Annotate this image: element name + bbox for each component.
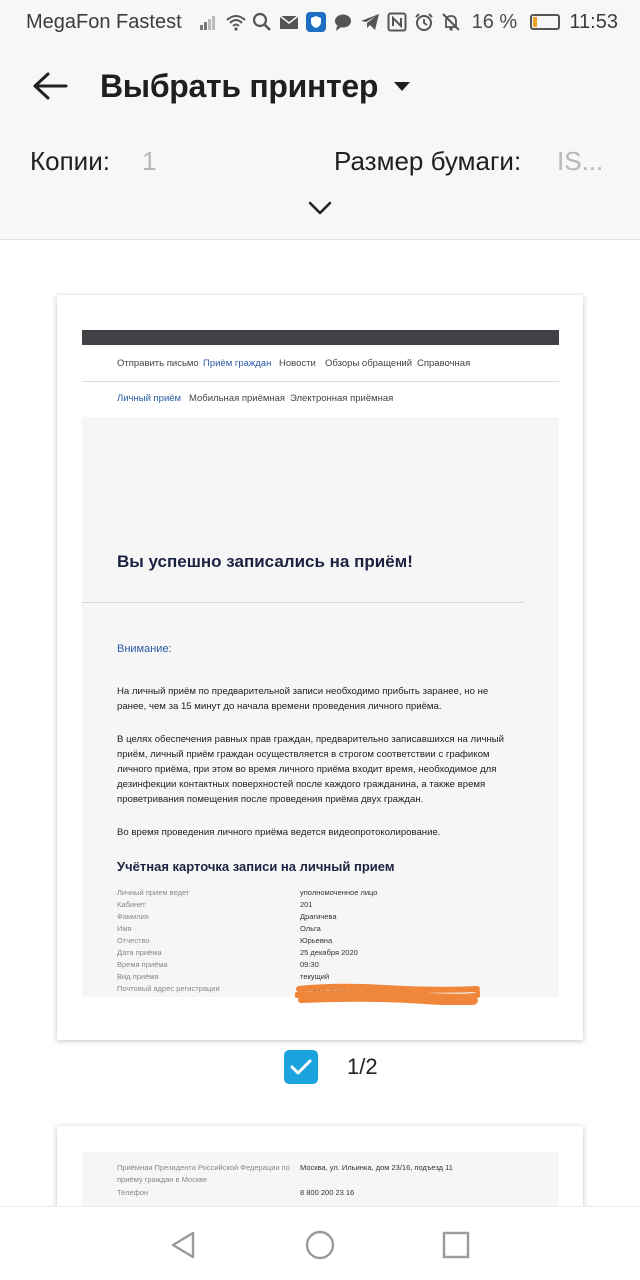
- paragraph: В целях обеспечения равных прав граждан, предварительно записавшихся на личный приём, личный приём граждан осуществляется в строгом соответствии с графиком личного приёма, при этом во время личного приёма входит время, необходимое для дезинфекции контактных поверхностей после каждого гражданина, а также время проветривания помещения после проведения приёма двух граждан.: [117, 734, 505, 805]
- site-nav: [82, 355, 559, 382]
- carrier-name: MegaFon Fastest: [26, 10, 182, 33]
- preview-page-1[interactable]: [57, 295, 583, 1040]
- chevron-down-icon: [306, 198, 334, 218]
- preview-page-2[interactable]: [57, 1126, 583, 1206]
- clock: 11:53: [569, 10, 618, 33]
- status-bar: [0, 0, 640, 44]
- page-checkbox[interactable]: [284, 1050, 318, 1084]
- battery-percent: 16 %: [471, 10, 518, 33]
- card-key: Вид приёма: [117, 972, 159, 981]
- paragraph: На личный приём по предварительной записи необходимо прибыть заранее, но не ранее, чем за 15 минут до начала времени проведения личного приёма.: [117, 686, 489, 712]
- back-button[interactable]: [26, 62, 74, 110]
- printer-select[interactable]: [100, 68, 410, 105]
- paper-size-select[interactable]: IS...: [557, 146, 604, 176]
- info-row: [117, 1187, 453, 1199]
- card-value: Юрьевна: [300, 936, 333, 945]
- circle-home-icon: [300, 1225, 340, 1265]
- info-value: Москва, ул. Ильинка, дом 23/16, подъезд 11: [300, 1163, 453, 1172]
- card-row: [117, 947, 517, 959]
- document-heading: Вы успешно записались на приём!: [117, 552, 413, 571]
- status-icons: [198, 11, 561, 34]
- contact-info: [117, 1162, 453, 1201]
- card-value: 107150, Москва, Никитинская ул.: [300, 984, 416, 993]
- system-nav-bar: [0, 1206, 640, 1280]
- nav-item: Справочная: [417, 358, 471, 369]
- redaction-scribble: [295, 983, 480, 1005]
- page-select-row: [0, 1048, 640, 1090]
- nav-back-button[interactable]: [163, 1225, 203, 1265]
- signal-icon: [198, 12, 218, 32]
- alarm-icon: [414, 12, 434, 32]
- card-row: [117, 923, 517, 935]
- card-title: Учётная карточка записи на личный прием: [117, 859, 395, 874]
- card-row: [117, 959, 517, 971]
- mail-icon: [279, 12, 299, 32]
- card-row: [117, 887, 517, 899]
- page-title: Выбрать принтер: [100, 67, 379, 104]
- chat-icon: [333, 12, 353, 32]
- print-options-panel: [0, 128, 640, 240]
- nav-item: Отправить письмо: [117, 358, 199, 369]
- dropdown-caret-icon: [394, 82, 410, 91]
- wifi-icon: [225, 12, 245, 32]
- nav-item: Новости: [279, 358, 316, 369]
- info-value: 8 800 200 23 16: [300, 1188, 355, 1197]
- arrow-left-icon: [32, 71, 68, 101]
- card-row: [117, 911, 517, 923]
- subnav-item: Личный приём: [117, 393, 182, 404]
- paragraph: Во время проведения личного приёма ведется видеопротоколирование.: [117, 827, 441, 838]
- card-row: [117, 899, 517, 911]
- card-key: Почтовый адрес регистрации: [117, 984, 220, 993]
- nav-recents-button[interactable]: [436, 1225, 476, 1265]
- card-row: [117, 971, 517, 983]
- expand-options-button[interactable]: [306, 198, 334, 218]
- site-header-bar: [82, 330, 559, 345]
- battery-icon: [530, 14, 560, 30]
- card-key: Кабинет: [117, 900, 146, 909]
- nav-item: Обзоры обращений: [325, 358, 413, 369]
- square-recents-icon: [436, 1225, 476, 1265]
- divider: [82, 602, 524, 603]
- shield-app-icon: [306, 12, 326, 32]
- document-content: [82, 1152, 559, 1206]
- app-toolbar: [0, 44, 640, 128]
- paper-size-label: Размер бумаги:: [334, 146, 522, 176]
- subnav-item: Мобильная приёмная: [189, 393, 286, 404]
- document-content: [82, 417, 559, 997]
- card-value: Драгичева: [300, 912, 337, 921]
- search-icon: [252, 12, 272, 32]
- print-preview[interactable]: [0, 240, 640, 1206]
- check-icon: [290, 1058, 312, 1076]
- telegram-icon: [360, 12, 380, 32]
- copies-input[interactable]: 1: [142, 146, 157, 176]
- bell-off-icon: [441, 12, 461, 32]
- site-subnav: [82, 391, 559, 411]
- card-key: Имя: [117, 924, 132, 933]
- registration-card: [117, 887, 517, 995]
- card-value: текущий: [300, 972, 330, 981]
- card-value: 201: [300, 900, 313, 909]
- info-key: Приёмная Президента Российской Федерации по приёму граждан в Москве: [117, 1163, 290, 1184]
- card-value: 09:30: [300, 960, 319, 969]
- card-key: Дата приёма: [117, 948, 162, 957]
- card-key: Личный прием ведет: [117, 888, 190, 897]
- subnav-item: Электронная приёмная: [290, 393, 394, 404]
- copies-label: Копии:: [30, 146, 110, 176]
- nav-item: Приём граждан: [203, 358, 272, 369]
- attention-label: Внимание:: [117, 643, 172, 655]
- card-row: [117, 935, 517, 947]
- page-count: 1/2: [347, 1054, 378, 1079]
- card-key: Отчество: [117, 936, 150, 945]
- battery-fill: [533, 17, 537, 27]
- card-key: Время приёма: [117, 960, 168, 969]
- nav-home-button[interactable]: [300, 1225, 340, 1265]
- info-row: [117, 1162, 453, 1185]
- card-value: 25 декабря 2020: [300, 948, 358, 957]
- card-key: Фамилия: [117, 912, 149, 921]
- info-key: Телефон: [117, 1188, 149, 1197]
- card-value: Ольга: [300, 924, 321, 933]
- triangle-back-icon: [163, 1225, 203, 1265]
- card-value: уполномоченное лицо: [300, 888, 378, 897]
- nfc-icon: [387, 12, 407, 32]
